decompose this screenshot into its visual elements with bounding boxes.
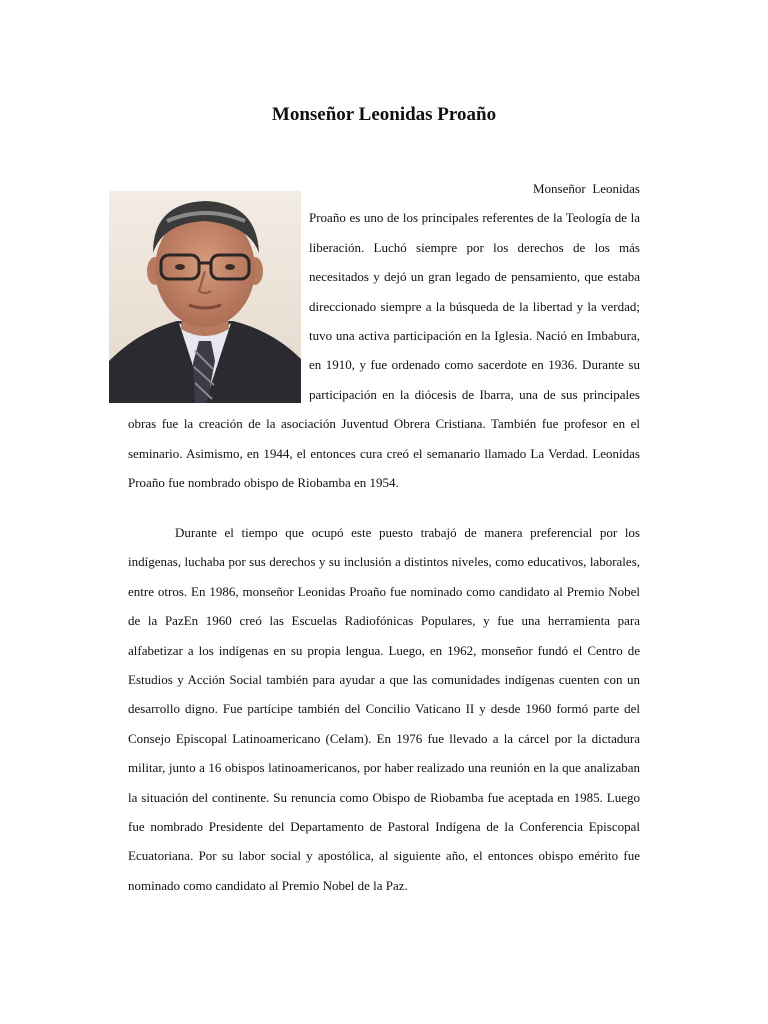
paragraph-1 — [128, 174, 640, 497]
image-wrap-spacer — [128, 174, 309, 405]
paragraph-1-text: Monseñor Leonidas Proaño es uno de los principales referentes de la Teología de la liberación. Luchó siempre por los derechos de los más necesitados y dejó un gran legado de pensamiento, que estaba direccionado siempre a la búsqueda de la libertad y la verdad; tuvo una activa participación en la Iglesia. Nació en Imbabura, en 1910, y fue ordenado como sacerdote en 1936. Durante su participación en la diócesis de Ibarra, una de sus principales obras fue la creación de la asociación Juventud Obrera Cristiana. También fue profesor en el seminario. Asimismo, en 1944, el entonces cura creó el semanario llamado La Verdad. Leonidas Proaño fue nombrado obispo de Riobamba en 1954. — [128, 181, 640, 491]
paragraph-2 — [128, 518, 640, 900]
paragraph-2-text: Durante el tiempo que ocupó este puesto trabajó de manera preferencial por los indígenas, luchaba por sus derechos y su inclusión a distintos niveles, como educativos, laborales, entre otros. En 1986, monseñor Leonidas Proaño fue nominado como candidato al Premio Nobel de la PazEn 1960 creó las Escuelas Radiofónicas Populares, y fue una herramienta para alfabetizar a los indígenas en su propia lengua. Luego, en 1962, monseñor fundó el Centro de Estudios y Acción Social también para ayudar a que las comunidades indígenas cuenten con un desarrollo digno. Fue partícipe también del Concilio Vaticano II y desde 1960 formó parte del Consejo Episcopal Latinoamericano (Celam). En 1976 fue llevado a la cárcel por la dictadura militar, junto a 16 obispos latinoamericanos, por haber realizado una reunión en la que analizaban la situación del continente. Su renuncia como Obispo de Riobamba fue aceptada en 1985. Luego fue nombrado Presidente del Departamento de Pastoral Indígena de la Conferencia Episcopal Ecuatoriana. Por su labor social y apostólica, al siguiente año, el entonces obispo emérito fue nominado como candidato al Premio Nobel de la Paz. — [128, 525, 640, 893]
page-title: Monseñor Leonidas Proaño — [271, 104, 497, 125]
